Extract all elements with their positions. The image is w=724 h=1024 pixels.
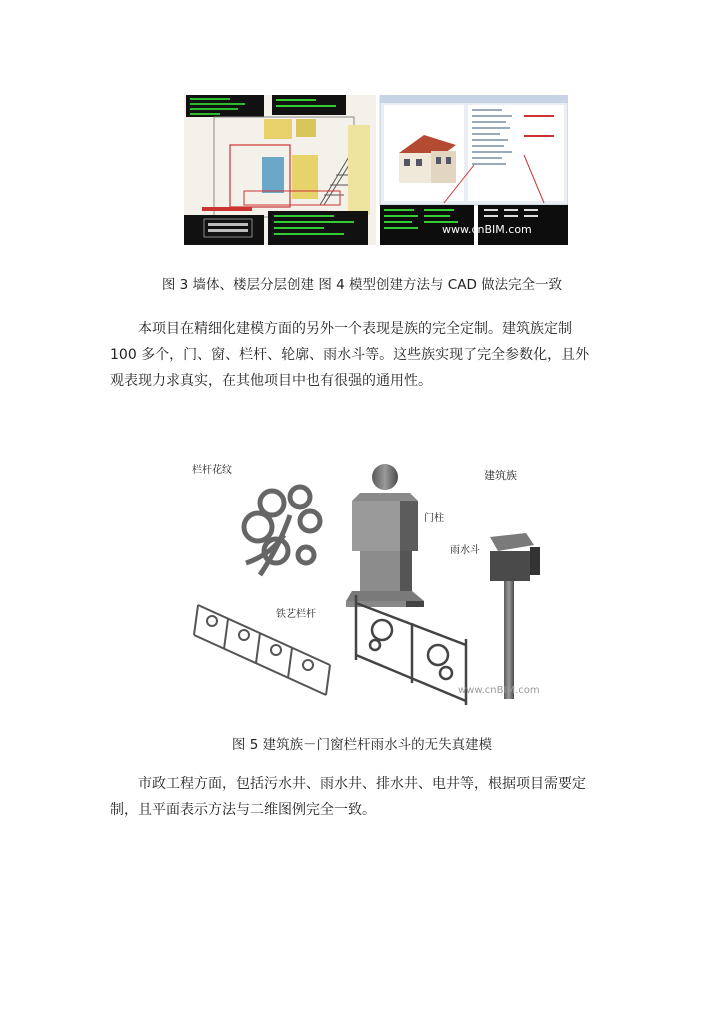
- rain-hopper-model: [490, 533, 540, 699]
- paragraph-municipal-works: [110, 771, 610, 823]
- paragraph-line: 100 多个，门、窗、栏杆、轮廓、雨水斗等。这些族实现了完全参数化，且外: [110, 347, 590, 363]
- figure-1-watermark: www.cnBIM.com: [442, 223, 532, 236]
- door-column-model: [346, 464, 424, 607]
- figure-2-watermark: www.cnBIM.com: [458, 685, 540, 696]
- paragraph-line: 制，且平面表示方法与二维图例完全一致。: [110, 802, 376, 818]
- figure-5-image: [180, 455, 570, 710]
- paragraph-line: 市政工程方面，包括污水井、雨水井、排水井、电井等，根据项目需要定: [138, 776, 586, 792]
- figure-5-caption: 图 5 建筑族－门窗栏杆雨水斗的无失真建模: [231, 737, 493, 753]
- railing-pattern-ornament: [244, 487, 320, 575]
- figure-3-4-caption: 图 3 墙体、楼层分层创建 图 4 模型创建方法与 CAD 做法完全一致: [161, 277, 563, 293]
- paragraph-line: 本项目在精细化建模方面的另外一个表现是族的完全定制。建筑族定制: [138, 321, 572, 337]
- figure-3-4-image: [184, 95, 568, 245]
- label-iron-railing: 铁艺栏杆: [276, 609, 316, 620]
- label-rain-hopper: 雨水斗: [450, 545, 480, 556]
- label-railing-pattern: 栏杆花纹: [192, 465, 232, 476]
- iron-railing-model-right: [356, 595, 466, 705]
- label-door-column: 门柱: [424, 513, 444, 524]
- label-building-family: 建筑族: [484, 469, 517, 482]
- paragraph-line: 观表现力求真实，在其他项目中也有很强的通用性。: [110, 373, 432, 389]
- paragraph-family-customization: [110, 316, 610, 394]
